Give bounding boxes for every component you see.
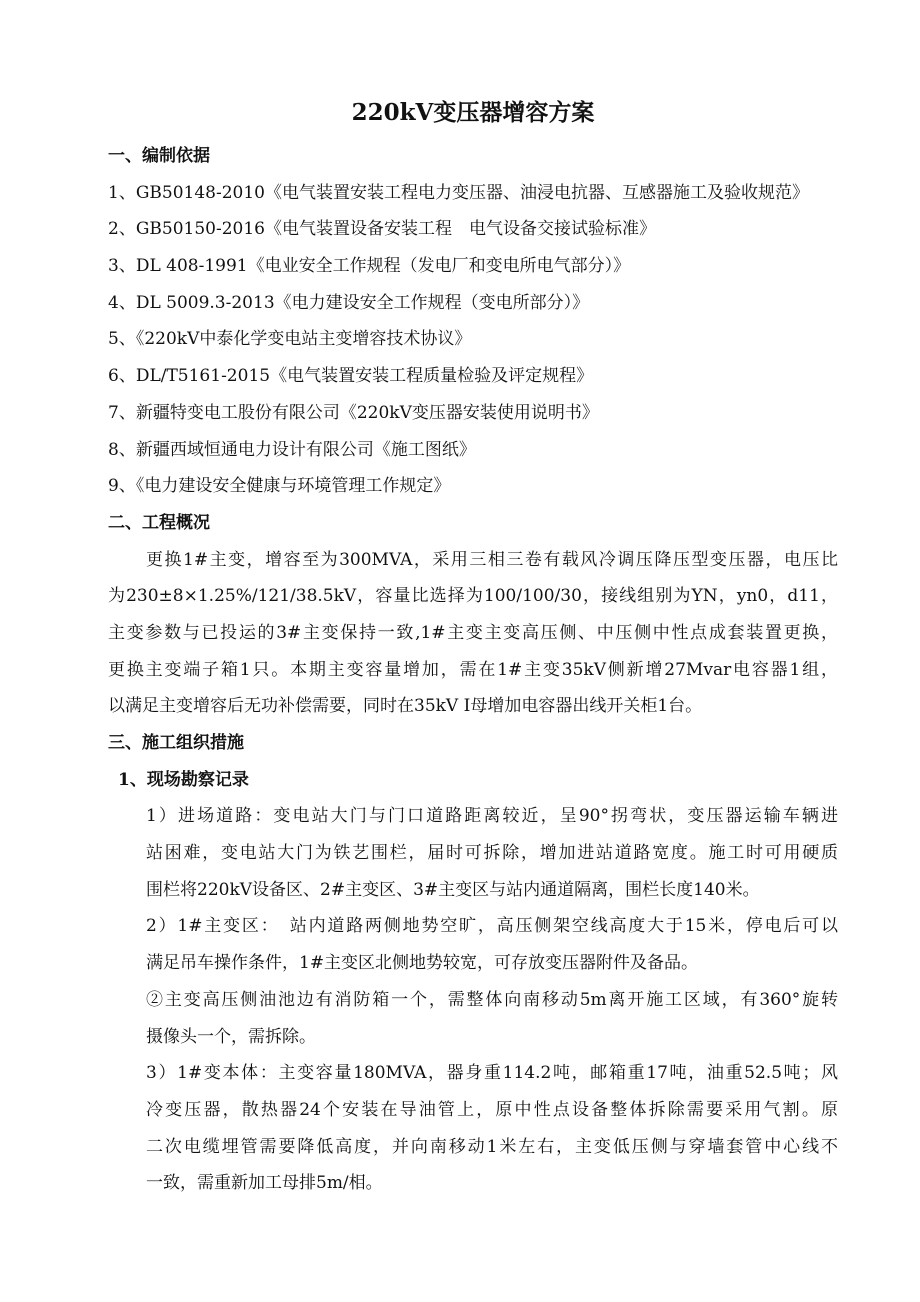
paragraph-line: 1）进场道路：变电站大门与门口道路距离较近，呈90°拐弯状，变压器运输车辆进 — [146, 806, 838, 827]
section-heading: 一、编制依据 — [108, 146, 210, 166]
document-title: 220kV变压器增容方案 — [351, 99, 595, 126]
paragraph-line: 满足吊车操作条件，1#主变区北侧地势较宽，可存放变压器附件及备品。 — [146, 953, 699, 974]
section-heading: 二、工程概况 — [108, 512, 210, 533]
reference-item: 1、GB50148-2010《电气装置安装工程电力变压器、油浸电抗器、互感器施工及验收规范》 — [108, 182, 809, 203]
reference-item: 6、DL/T5161-2015《电气装置安装工程质量检验及评定规程》 — [108, 366, 594, 387]
paragraph-line: 更换1#主变，增容至为300MVA，采用三相三卷有载风冷调压降压型变压器，电压比 — [146, 549, 838, 570]
reference-item: 2、GB50150-2016《电气装置设备安装工程 电气设备交接试验标准》 — [108, 219, 656, 240]
paragraph-line: 主变参数与已投运的3#主变保持一致,1#主变主变高压侧、中压侧中性点成套装置更换， — [108, 622, 838, 643]
reference-item: 8、新疆西域恒通电力设计有限公司《施工图纸》 — [108, 439, 476, 460]
reference-item: 4、DL 5009.3-2013《电力建设安全工作规程（变电所部分）》 — [108, 292, 590, 313]
paragraph-line: 3）1#变本体：主变容量180MVA，器身重114.2吨，邮箱重17吨，油重52.5吨；风 — [146, 1063, 838, 1084]
paragraph-line: 围栏将220kV设备区、2#主变区、3#主变区与站内通道隔离，围栏长度140米。 — [146, 879, 760, 900]
paragraph-line: 2）1#主变区： 站内道路两侧地势空旷，高压侧架空线高度大于15米，停电后可以 — [146, 916, 838, 937]
paragraph-line: 二次电缆埋管需要降低高度，并向南移动1米左右，主变低压侧与穿墙套管中心线不 — [146, 1136, 838, 1157]
reference-item: 7、新疆特变电工股份有限公司《220kV变压器安装使用说明书》 — [108, 402, 599, 423]
paragraph-line: 站困难，变电站大门为铁艺围栏，届时可拆除，增加进站道路宽度。施工时可用硬质 — [146, 843, 838, 864]
section-heading: 三、施工组织措施 — [108, 733, 244, 753]
reference-item: 9、《电力建设安全健康与环境管理工作规定》 — [108, 476, 451, 497]
reference-item: 3、DL 408-1991《电业安全工作规程（发电厂和变电所电气部分）》 — [108, 256, 631, 277]
reference-item: 5、《220kV中泰化学变电站主变增容技术协议》 — [108, 329, 472, 350]
paragraph-line: 以满足主变增容后无功补偿需要，同时在35kV Ⅰ母增加电容器出线开关柜1台。 — [108, 696, 703, 717]
subsection-heading: 1、现场勘察记录 — [118, 769, 249, 790]
paragraph-line: 一致，需重新加工母排5m/相。 — [146, 1173, 383, 1194]
paragraph-line: 为230±8×1.25%/121/38.5kV，容量比选择为100/100/30，接线组别为YN，yn0，d11， — [108, 586, 838, 607]
paragraph-line: 更换主变端子箱1只。本期主变容量增加，需在1#主变35kV侧新增27Mvar电容器1组， — [108, 659, 838, 680]
paragraph-line: 冷变压器，散热器24个安装在导油管上，原中性点设备整体拆除需要采用气割。原 — [146, 1099, 838, 1120]
document-page — [108, 96, 838, 1202]
paragraph-line: ②主变高压侧油池边有消防箱一个，需整体向南移动5m离开施工区域，有360°旋转 — [146, 989, 838, 1010]
paragraph-line: 摄像头一个，需拆除。 — [146, 1026, 316, 1047]
